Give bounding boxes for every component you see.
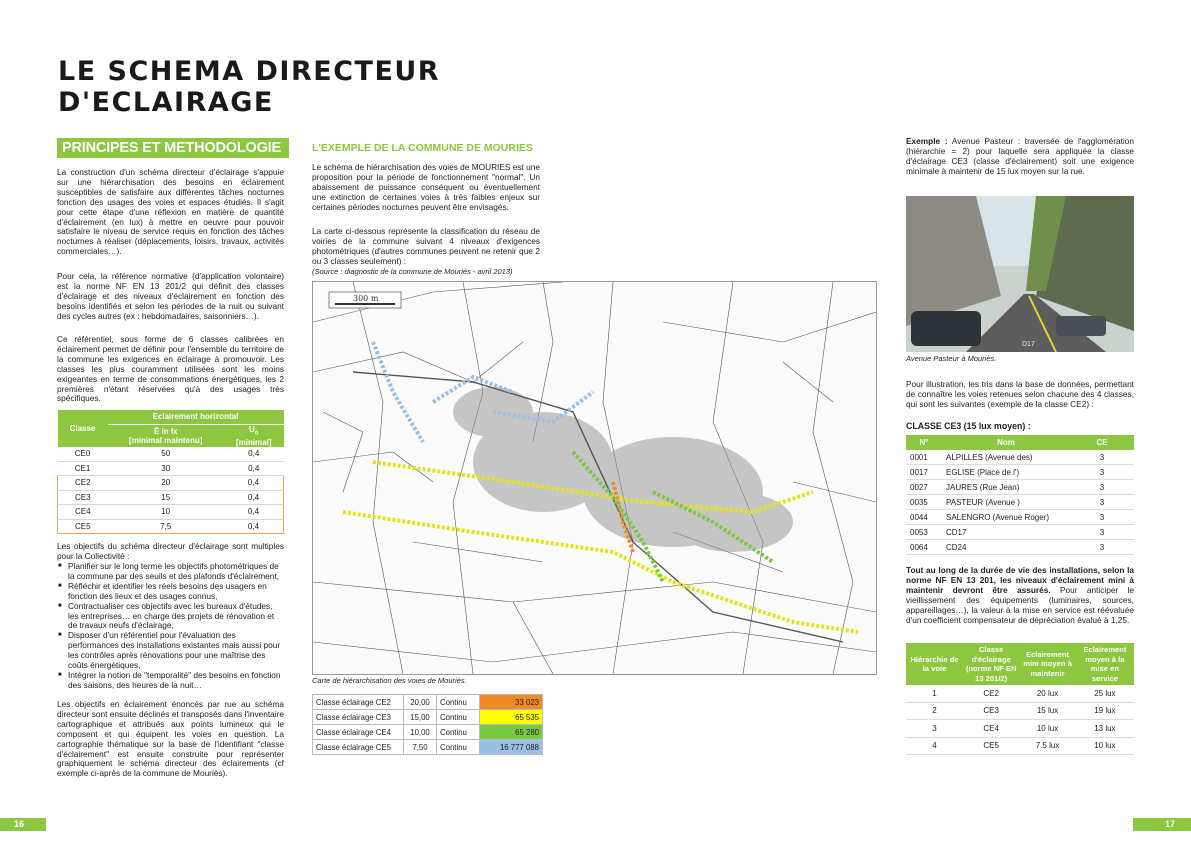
col-classe-eclairage: Classe d'éclairage (norme NF EN 13 201/2)	[963, 643, 1019, 685]
legend-row: Classe éclairage CE2 20,00 Continu 33 023	[313, 695, 543, 710]
list-item: ■ Contractualiser ces objectifs avec les bureaux d'études, les entreprises… en charge des projets de rénovation et de travaux neufs d'éclairage,	[68, 602, 284, 632]
table-row: CE4 10 0,4	[58, 505, 284, 520]
left-paragraph-2: Pour cela, la référence normative (d'application volontaire) est la norme NF EN 13 201/2 qui définit des classes d'éclairage et des niveaux d'éclairement en fonction des besoins identifiés et selon les périodes de la nuit ou suivant des cycles autres (ex : hebdomadaires, saisonniers…).	[57, 271, 284, 321]
page-number-left: 16	[0, 818, 46, 831]
title-line-2: D'ECLAIRAGE	[58, 87, 274, 118]
classes-table	[57, 410, 284, 534]
middle-paragraph-1: Le schéma de hiérarchisation des voies de MOURIES est une proposition pour la période de fonctionnement "normal". Un abaissement de puissance conséquent ou éventuellement une extinction de certaines voies à très faibles enjeux sur certaines périodes nocturnes peuvent être envisagés.	[312, 162, 540, 212]
map-caption: Carte de hiérarchisation des voies de Mouriès.	[312, 676, 467, 685]
table-row: 0035 PASTEUR (Avenue ) 3	[906, 495, 1134, 510]
objectives-list	[57, 562, 284, 691]
map-legend	[312, 694, 543, 755]
col-num: N°	[906, 435, 942, 450]
col-eclairement-mini: Eclairement mini moyen à maintenir	[1019, 643, 1075, 685]
left-paragraph-4: Les objectifs du schéma directeur d'éclairage sont multiples pour la Collectivité :	[57, 541, 284, 561]
table-row: CE5 7,5 0,4	[58, 519, 284, 534]
map-source: (Source : diagnostic de la commune de Mouriès - avril 2013)	[312, 267, 513, 276]
table-row: CE1 30 0,4	[58, 461, 284, 476]
list-item: ■ Planifier sur le long terme les objectifs photométriques de la commune par des seuils et des plafonds d'éclairement,	[68, 562, 284, 582]
map-svg	[313, 282, 876, 674]
list-item: ■ Disposer d'un référentiel pour l'évaluation des performances des installations existantes mais aussi pour les contrôles après rénovations pour une maîtrise des coûts énergétiques,	[68, 631, 284, 671]
photo-svg	[906, 196, 1134, 352]
left-paragraph-5: Les objectifs en éclairement énoncés par rue au schéma directeur sont ensuite déclinés et transposés dans l'inventaire cartographique et attribués aux points lumineux qui le composent et qui équipent les voies en question. La cartographie thématique sur la base de l'identifiant "classe d'éclairement" est ensuite construite pour représenter graphiquement le schéma directeur des éclairements (cf exemple ci-après de la commune de Mouriès).	[57, 699, 284, 779]
table-row: 4 CE5 7.5 lux 10 lux	[906, 737, 1134, 755]
table-row: 0044 SALENGRO (Avenue Roger) 3	[906, 510, 1134, 525]
map-scale-label: 300 m	[353, 294, 379, 303]
table-row: CE2 20 0,4	[58, 476, 284, 491]
table-row: 0027 JAURES (Rue Jean) 3	[906, 480, 1134, 495]
table-row: 3 CE4 10 lux 13 lux	[906, 720, 1134, 738]
list-item: ■ Intégrer la notion de "temporalité" des besoins en fonction des saisons, des heures de la nuit…	[68, 671, 284, 691]
col-hierarchie: Hiérarchie de la voie	[906, 643, 963, 685]
table-row: CE3 15 0,4	[58, 490, 284, 505]
list-item: ■ Réfléchir et identifier les réels besoins des usagers en fonction des lieux et des usages connus,	[68, 582, 284, 602]
col-eclairement-service: Eclairement moyen à la mise en service	[1076, 643, 1134, 685]
legend-row: Classe éclairage CE3 15,00 Continu 65 535	[313, 710, 543, 725]
title-line-1: LE SCHEMA DIRECTEUR	[58, 56, 441, 87]
middle-paragraph-2: La carte ci-dessous représente la classification du réseau de voiries de la commune suivant 4 niveaux d'exigences photométriques (d'autres communes peuvent ne retenir que 2 ou 3 classes seulement) :	[312, 226, 540, 266]
col-uo: $U_o$ [minimal]	[224, 424, 284, 447]
table-row: 0017 EGLISE (Place de l') 3	[906, 465, 1134, 480]
section-heading-mouries: L'EXEMPLE DE LA COMMUNE DE MOURIES	[312, 142, 533, 154]
legend-row: Classe éclairage CE4 10,00 Continu 65 280	[313, 725, 543, 740]
left-paragraph-3: Ce référentiel, sous forme de 6 classes calibrées en éclairement permet de définir pour l'ensemble du territoire de la commune les exigences en éclairage à promouvoir. Les classes les plus couramment utilisées sont les moins exigeantes en terme de consommations énergétiques, les 2 premières n'étant réservées qu'à des usages très spécifiques.	[57, 334, 284, 404]
legend-row: Classe éclairage CE5 7,50 Continu 16 777 088	[313, 740, 543, 755]
page-number-right: 17	[1133, 818, 1191, 831]
col-ce: CE	[1070, 435, 1134, 450]
col-eclairement: Eclairement horizontal	[108, 410, 284, 424]
photo-road-label: D17	[1022, 341, 1035, 348]
col-nom: Nom	[942, 435, 1070, 450]
col-classe: Classe	[58, 410, 108, 447]
hierarchy-table	[906, 643, 1134, 755]
col-e-lx: Ē in lx [minimal maintenu]	[108, 424, 224, 447]
photo-caption: Avenue Pasteur à Mouriès.	[906, 354, 997, 363]
page-title	[58, 56, 440, 118]
ce3-heading: CLASSE CE3 (15 lux moyen) :	[906, 421, 1031, 431]
table-row: 1 CE2 20 lux 25 lux	[906, 685, 1134, 702]
section-heading-principes: PRINCIPES ET METHODOLOGIE	[57, 138, 289, 158]
table-row: CE0 50 0,4	[58, 447, 284, 461]
table-row: 0053 CD17 3	[906, 525, 1134, 540]
right-paragraph-2: Pour illustration, les tris dans la base de données, permettant de connaître les voies retenues selon chacune des 4 classes, qui sont les suivantes (exemple de la classe CE2) :	[906, 379, 1134, 409]
example-paragraph: Exemple : Avenue Pasteur : traversée de l'agglomération (hiérarchie = 2) pour laquelle sera appliquée la classe d'éclairage CE3 (classe d'éclairement) soit une exigence minimale à maintenir de 15 lux moyen sur la rue.	[906, 136, 1134, 176]
ce3-table	[906, 435, 1134, 555]
right-paragraph-3: Tout au long de la durée de vie des installations, selon la norme NF EN 13 201, les niveaux d'éclairement mini à maintenir devront être assurés. Pour anticiper le vieillissement des équipements (luminaires, sources, appareillages…), la valeur à la mise en service est réévaluée d'un coefficient compensateur de dépréciation évalué à 1,25.	[906, 565, 1134, 625]
street-photo	[906, 196, 1134, 352]
table-row: 0064 CD24 3	[906, 540, 1134, 555]
street-map	[312, 281, 877, 675]
left-paragraph-1: La construction d'un schéma directeur d'éclairage s'appuie sur une hiérarchisation des besoins en éclairement susceptibles de satisfaire aux différentes tâches nocturnes fonction des usages des voies et espaces étudiés. Il s'agit pour cette étape d'une réflexion en matière de quantité d'éclairement (en lux) à mettre en oeuvre pour pouvoir satisfaire le niveau de service requis en fonction des tâches nocturnes à réaliser (déplacements, loisirs, travaux, activités commerciales…).	[57, 167, 284, 257]
table-row: 0001 ALPILLES (Avenue des) 3	[906, 450, 1134, 465]
table-row: 2 CE3 15 lux 19 lux	[906, 702, 1134, 720]
